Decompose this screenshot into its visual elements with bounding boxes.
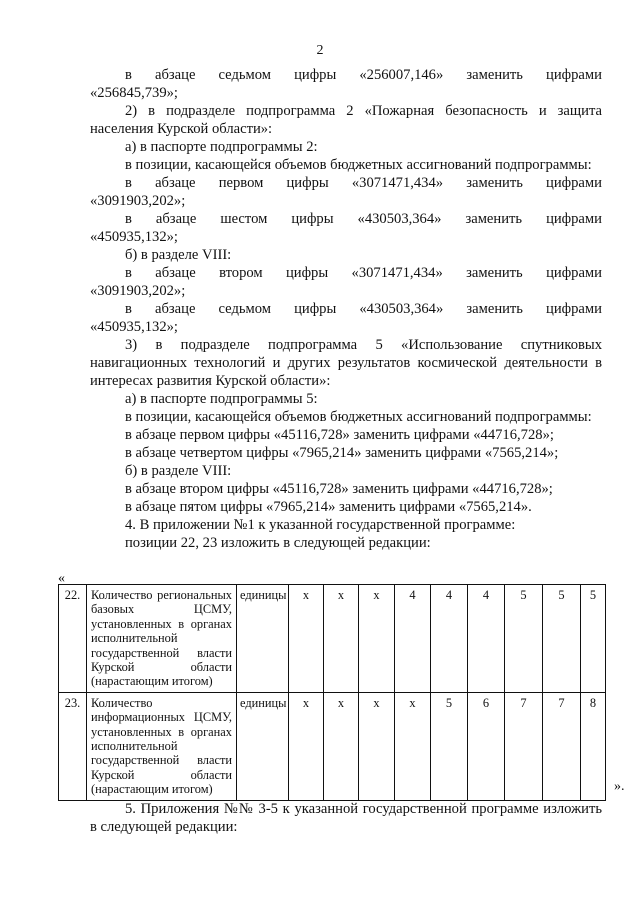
value-cell: 8 <box>581 692 606 800</box>
page-number: 2 <box>316 43 324 58</box>
table-row <box>59 692 606 800</box>
value-cell: 7 <box>543 692 581 800</box>
table-row <box>59 585 606 693</box>
paragraph: б) в разделе VIII: <box>125 463 232 479</box>
value-cell: 5 <box>505 585 543 693</box>
paragraph: в позиции, касающейся объемов бюджетных ассигнований подпрограммы: <box>125 157 592 173</box>
paragraph-line: в абзаце первом цифры «3071471,434» заменить цифрами <box>125 175 602 191</box>
paragraph-line: в абзаце втором цифры «3071471,434» заменить цифрами <box>125 265 602 281</box>
paragraph: в абзаце пятом цифры «7965,214» заменить цифрами «7565,214». <box>125 499 532 515</box>
paragraph: 3) в подразделе подпрограмма 5 «Использование спутниковых навигационных технологий и других результатов космической деятельности в интересах развития Курской области»: <box>90 337 602 389</box>
value-cell: x <box>359 585 395 693</box>
value-cell: x <box>324 585 359 693</box>
indicators-table <box>58 584 606 801</box>
paragraph: в абзаце первом цифры «45116,728» заменить цифрами «44716,728»; <box>125 427 554 443</box>
indicator-unit: единицы <box>237 585 289 693</box>
paragraph: в абзаце четвертом цифры «7965,214» заменить цифрами «7565,214»; <box>125 445 559 461</box>
paragraph-line: в абзаце седьмом цифры «430503,364» заменить цифрами <box>125 301 602 317</box>
opening-quote: « <box>58 571 65 586</box>
paragraph: 4. В приложении №1 к указанной государственной программе: <box>125 517 516 533</box>
paragraph: 5. Приложения №№ 3-5 к указанной государственной программе изложить в следующей редакции: <box>90 801 602 835</box>
paragraph-line: «450935,132»; <box>90 229 178 245</box>
value-cell: x <box>395 692 431 800</box>
paragraph: в абзаце втором цифры «45116,728» заменить цифрами «44716,728»; <box>125 481 553 497</box>
paragraph-line: «3091903,202»; <box>90 283 186 299</box>
value-cell: x <box>324 692 359 800</box>
value-cell: 7 <box>505 692 543 800</box>
paragraph: позиции 22, 23 изложить в следующей редакции: <box>125 535 431 551</box>
paragraph: а) в паспорте подпрограммы 2: <box>125 139 318 155</box>
indicator-name: Количество информационных ЦСМУ, установленных в органах исполнительной государственной власти Курской области (нарастающим итогом) <box>87 692 237 800</box>
paragraph-line: «256845,739»; <box>90 85 178 101</box>
value-cell: 5 <box>581 585 606 693</box>
value-cell: 4 <box>395 585 431 693</box>
closing-quote: ». <box>614 779 625 794</box>
value-cell: x <box>289 585 324 693</box>
indicator-name: Количество региональных базовых ЦСМУ, установленных в органах исполнительной государственной власти Курской области (нарастающим итогом) <box>87 585 237 693</box>
value-cell: 4 <box>468 585 505 693</box>
value-cell: 6 <box>468 692 505 800</box>
value-cell: 5 <box>431 692 468 800</box>
value-cell: 4 <box>431 585 468 693</box>
row-number: 22. <box>59 585 87 693</box>
row-number: 23. <box>59 692 87 800</box>
paragraph-line: «3091903,202»; <box>90 193 186 209</box>
document-body <box>90 66 602 552</box>
document-body-continued <box>90 800 602 836</box>
paragraph: в позиции, касающейся объемов бюджетных ассигнований подпрограммы: <box>125 409 592 425</box>
paragraph: б) в разделе VIII: <box>125 247 232 263</box>
paragraph-line: в абзаце седьмом цифры «256007,146» заменить цифрами <box>125 67 602 83</box>
indicator-unit: единицы <box>237 692 289 800</box>
value-cell: x <box>359 692 395 800</box>
paragraph: 2) в подразделе подпрограмма 2 «Пожарная безопасность и защита населения Курской области»: <box>90 103 602 137</box>
paragraph: а) в паспорте подпрограммы 5: <box>125 391 318 407</box>
paragraph-line: «450935,132»; <box>90 319 178 335</box>
value-cell: x <box>289 692 324 800</box>
value-cell: 5 <box>543 585 581 693</box>
paragraph-line: в абзаце шестом цифры «430503,364» заменить цифрами <box>125 211 602 227</box>
